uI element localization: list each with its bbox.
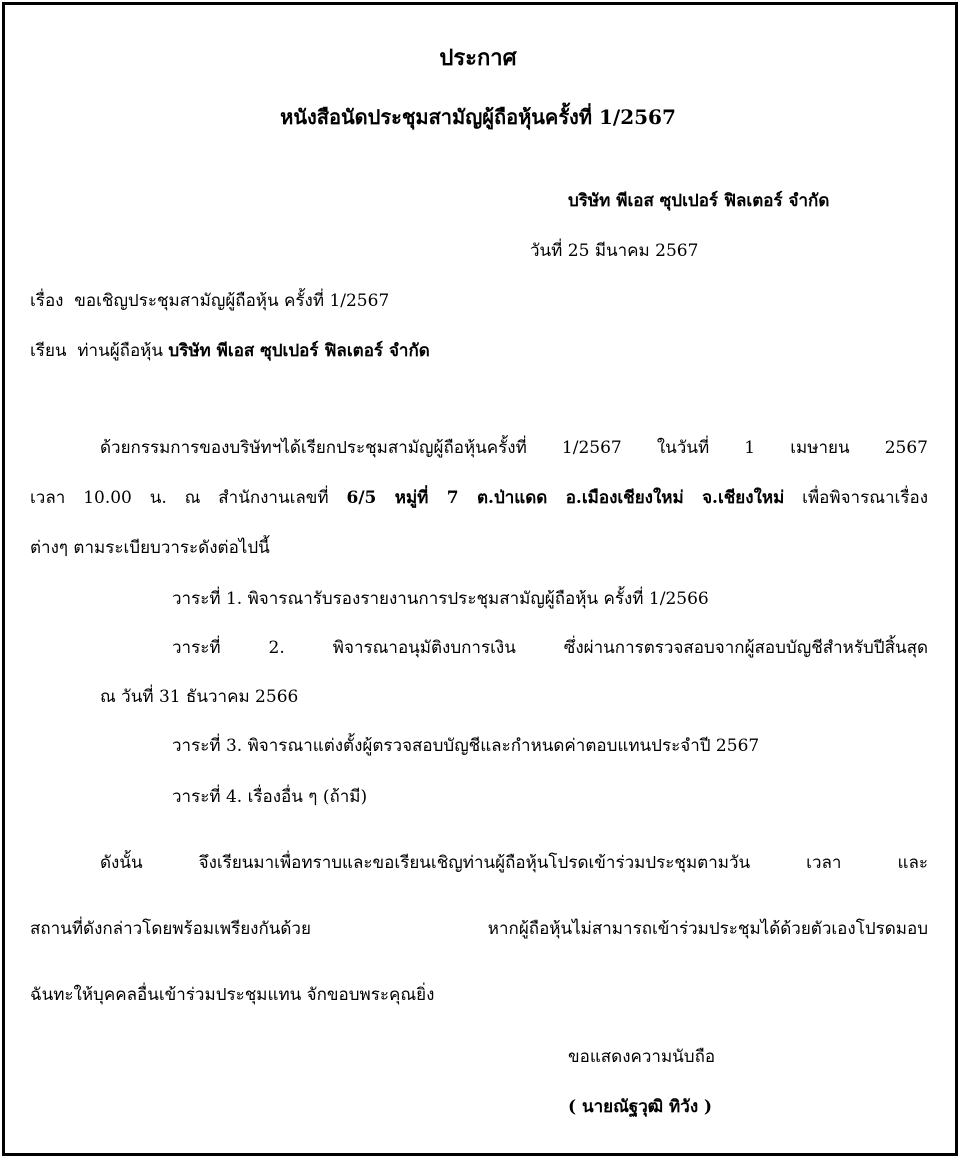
subject-text: ขอเชิญประชุมสามัญผู้ถือหุ้น ครั้งที่ 1/2567: [74, 291, 390, 311]
subject-line: [30, 290, 389, 312]
agenda-text: พิจารณาอนุมัติงบการเงิน ซึ่งผ่านการตรวจสอบจากผู้สอบบัญชีสำหรับปีสิ้นสุด: [332, 638, 929, 658]
agenda-text: พิจารณารับรองรายงานการประชุมสามัญผู้ถือหุ้น ครั้งที่ 1/2566: [247, 589, 709, 609]
intro-line-2-prefix: เวลา 10.00 น. ณ สำนักงานเลขที่: [30, 488, 329, 508]
document-border: [2, 2, 958, 1156]
signature-regards: ขอแสดงความนับถือ: [568, 1047, 716, 1067]
recipient-prefix: ท่านผู้ถือหุ้น: [77, 341, 164, 361]
meeting-address: 6/5 หมู่ที่ 7 ต.ป่าแดด อ.เมืองเชียงใหม่ จ.เชียงใหม่: [346, 488, 785, 508]
agenda-item-2-continuation: ณ วันที่ 31 ธันวาคม 2566: [100, 687, 299, 707]
agenda-label: วาระที่ 1.: [172, 589, 243, 609]
agenda-item-2: [172, 637, 928, 659]
agenda-text: พิจารณาแต่งตั้งผู้ตรวจสอบบัญชีและกำหนดค่าตอบแทนประจำปี 2567: [247, 736, 760, 756]
closing-line-1: ดังนั้น จึงเรียนมาเพื่อทราบและขอเรียนเชิญท่านผู้ถือหุ้นโปรดเข้าร่วมประชุมตามวัน เวลา และ: [100, 853, 928, 873]
closing-line-2: สถานที่ดังกล่าวโดยพร้อมเพรียงกันด้วย หากผู้ถือหุ้นไม่สามารถเข้าร่วมประชุมได้ด้วยตัวเองโปรดมอบ: [30, 919, 928, 939]
document-date: วันที่ 25 มีนาคม 2567: [530, 241, 699, 261]
intro-line-1: ด้วยกรรมการของบริษัทฯได้เรียกประชุมสามัญผู้ถือหุ้นครั้งที่ 1/2567 ในวันที่ 1 เมษายน 2567: [100, 438, 928, 458]
document-title: ประกาศ: [439, 45, 517, 71]
agenda-label: วาระที่ 4.: [172, 787, 243, 807]
intro-line-2-suffix: เพื่อพิจารณาเรื่อง: [802, 488, 928, 508]
agenda-item-3: [172, 735, 759, 757]
document-subtitle: หนังสือนัดประชุมสามัญผู้ถือหุ้นครั้งที่ 1/2567: [280, 105, 676, 129]
subject-label: เรื่อง: [30, 291, 64, 311]
company-name: บริษัท พีเอส ซุปเปอร์ ฟิลเตอร์ จำกัด: [568, 191, 830, 211]
agenda-text: เรื่องอื่น ๆ (ถ้ามี): [247, 787, 368, 807]
intro-line-2: [30, 487, 928, 509]
agenda-label: วาระที่ 3.: [172, 736, 243, 756]
intro-line-3: ต่างๆ ตามระเบียบวาระดังต่อไปนี้: [30, 538, 270, 558]
recipient-line: [30, 340, 430, 362]
agenda-label: วาระที่ 2.: [172, 638, 285, 658]
closing-line-3: ฉันทะให้บุคคลอื่นเข้าร่วมประชุมแทน จักขอบพระคุณยิ่ง: [30, 985, 435, 1005]
recipient-company: บริษัท พีเอส ซุปเปอร์ ฟิลเตอร์ จำกัด: [168, 341, 430, 361]
agenda-item-1: [172, 588, 709, 610]
agenda-item-4: [172, 786, 367, 808]
signature-name: ( นายณัฐวุฒิ ทิวัง ): [568, 1097, 713, 1117]
recipient-label: เรียน: [30, 341, 67, 361]
